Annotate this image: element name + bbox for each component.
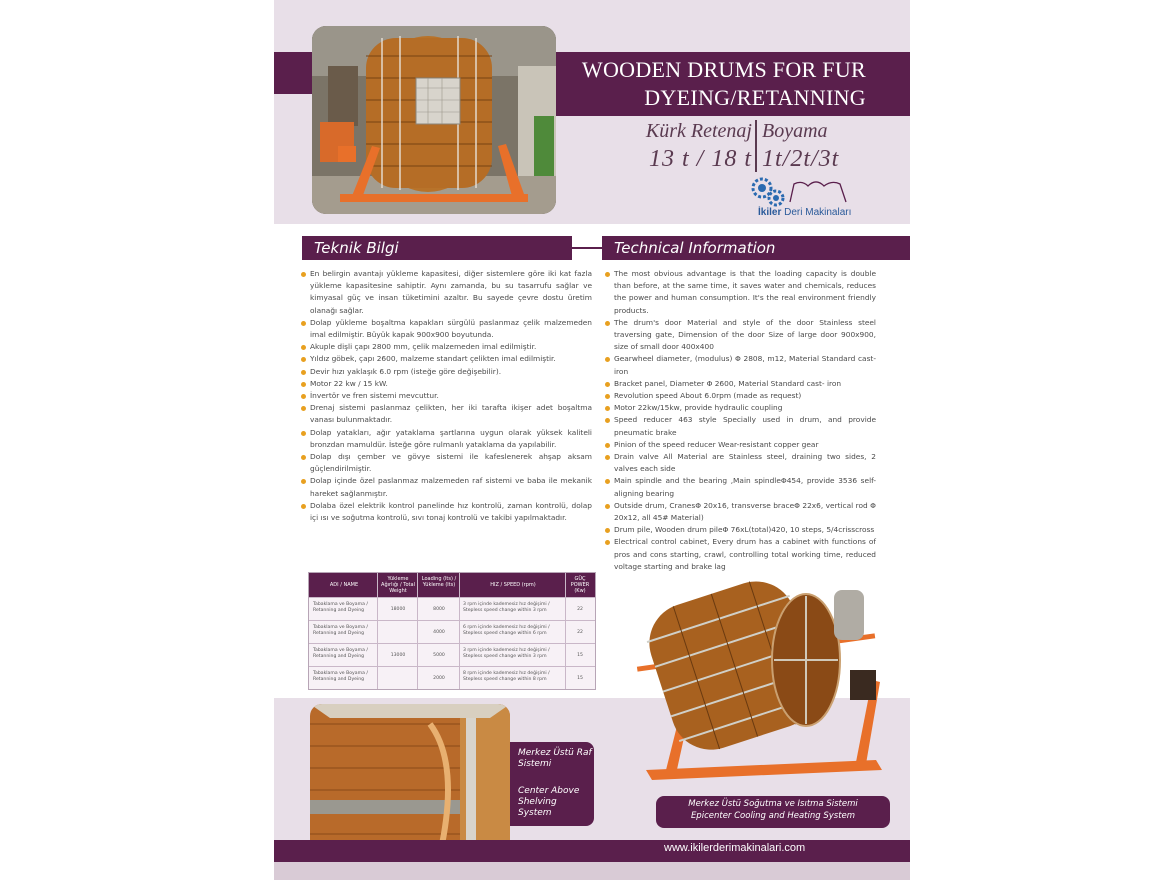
- table-row: [309, 620, 595, 643]
- english-spec-item: Electrical control cabinet, Every drum has a cabinet with functions of pros and cons starting, crawl, controlling total working time, reduced voltage starting and brake lag: [604, 536, 876, 573]
- turkish-spec-item: Devir hızı yaklaşık 6.0 rpm (isteğe göre değişebilir).: [300, 366, 592, 378]
- english-spec-item: The most obvious advantage is that the loading capacity is double than before, at the same time, it saves water and chemicals, reduces the power and human consumption. It's the real environment friendly products.: [604, 268, 876, 317]
- row-speed: 6 rpm içinde kademesiz hız değişimi / Stepless speed change within 6 rpm: [463, 625, 550, 636]
- logo-subtitle: Deri Makinaları: [784, 207, 852, 218]
- fur-retanning-capacity: [614, 118, 752, 174]
- table-row: [309, 666, 595, 689]
- turkish-section-title: Teknik Bilgi: [314, 239, 399, 257]
- row-name: Tabaklama ve Boyama / Retanning and Dyeing: [313, 671, 368, 682]
- fur-retanning-label: Kürk Retenaj: [645, 120, 752, 142]
- row-name: Tabaklama ve Boyama / Retanning and Dyeing: [313, 648, 368, 659]
- table-row: [309, 597, 595, 620]
- english-spec-item: Gearwheel diameter, (modulus) Φ 2808, m12, Material Standard cast- iron: [604, 353, 876, 377]
- english-spec-item: Bracket panel, Diameter Φ 2600, Material Standard cast- iron: [604, 378, 876, 390]
- spec-table: [308, 572, 596, 690]
- row-loading: 8000: [433, 607, 445, 612]
- table-divider: [417, 573, 418, 689]
- dyeing-label: Boyama: [762, 120, 828, 142]
- cooling-caption-tr: Merkez Üstü Soğutma ve Isıtma Sistemi: [688, 799, 858, 809]
- table-divider: [377, 573, 378, 689]
- fur-retanning-tons: 13 t / 18 t: [648, 146, 752, 172]
- title-line-1: WOODEN DRUMS FOR FUR: [581, 57, 866, 82]
- turkish-spec-item: En belirgin avantajı yükleme kapasitesi, diğer sistemlere göre iki kat fazla yükleme kapasitesine sahiptir. Aynı zamanda, bu su tasarrufu sağlar ve kimyasal güç ve insan tüketimini azaltır. Bu sayede çevre dostu üretim olanağı sağlar.: [300, 268, 592, 317]
- footer-strip: [274, 862, 910, 880]
- english-spec-item: The drum's door Material and style of the door Stainless steel traversing gate, Dimension of the door Size of large door 900x900, size of small door 400x400: [604, 317, 876, 354]
- turkish-spec-item: Dolap dışı çember ve gövye sistemi ile kafeslenerek ahşap aksam güçlendirilmiştir.: [300, 451, 592, 475]
- hero-drum-photo: [312, 26, 556, 214]
- shelving-label-en: Center Above Shelving System: [518, 786, 580, 818]
- english-spec-item: Drum pile, Wooden drum pileΦ 76xL(total)420, 10 steps, 5/4crisscross: [604, 524, 876, 536]
- title-left-tab: [274, 52, 312, 94]
- row-weight: 13000: [390, 653, 406, 658]
- logo-brand: İkiler: [758, 207, 782, 218]
- dyeing-tons: 1t/2t/3t: [762, 146, 840, 172]
- website-link[interactable]: www.ikilerderimakinalari.com: [664, 842, 806, 854]
- english-spec-item: Drain valve All Material are Stainless steel, draining two sides, 2 valves each side: [604, 451, 876, 475]
- cooling-system-drum-photo: [626, 580, 906, 790]
- subtitle-divider: [755, 120, 757, 172]
- row-loading: 2000: [433, 676, 445, 681]
- row-loading: 5000: [433, 653, 445, 658]
- english-spec-item: Pinion of the speed reducer Wear-resistant copper gear: [604, 439, 876, 451]
- turkish-spec-item: Akuple dişli çapı 2800 mm, çelik malzemeden imal edilmiştir.: [300, 341, 592, 353]
- turkish-spec-item: Dolap yatakları, ağır yataklama şartlarına uygun olarak yüksek kaliteli bronzdan mamuldür. İsteğe göre rulmanlı yataklama da yapılabilir.: [300, 427, 592, 451]
- turkish-spec-item: Motor 22 kw / 15 kW.: [300, 378, 592, 390]
- dyeing-capacity: [762, 118, 882, 174]
- title-line-2: DYEING/RETANNING: [644, 85, 866, 110]
- logo-wordmark: [758, 207, 851, 218]
- header-weight: Yükleme Ağırlığı / Total Weight: [381, 576, 415, 594]
- shelving-system-photo: [310, 704, 510, 854]
- row-weight: 18000: [390, 607, 406, 612]
- cooling-caption-en: Epicenter Cooling and Heating System: [690, 811, 856, 821]
- english-spec-item: Outside drum, CranesΦ 20x16, transverse braceΦ 22x6, vertical rod Φ 20x12, all 45# Material): [604, 500, 876, 524]
- english-section-title: Technical Information: [614, 239, 776, 257]
- row-speed: 8 rpm içinde kademesiz hız değişimi / Stepless speed change within 8 rpm: [463, 671, 550, 682]
- page-title: [556, 56, 866, 112]
- english-spec-item: Motor 22kw/15kw, provide hydraulic coupling: [604, 402, 876, 414]
- table-divider: [565, 573, 566, 689]
- header-name: ADI / NAME: [329, 582, 359, 588]
- header-speed: HIZ / SPEED (rpm): [490, 582, 536, 588]
- turkish-spec-item: Drenaj sistemi paslanmaz çelikten, her iki tarafta ikişer adet boşaltma vanası bulunmaktadır.: [300, 402, 592, 426]
- turkish-spec-item: İnvertör ve fren sistemi mevcuttur.: [300, 390, 592, 402]
- shelving-label-tr: Merkez Üstü Raf Sistemi: [518, 748, 592, 769]
- header-loading: Loading (lts) / Yükleme (lts): [421, 576, 457, 588]
- row-power: 15: [577, 653, 583, 658]
- english-spec-item: Revolution speed About 6.0rpm (made as request): [604, 390, 876, 402]
- turkish-spec-item: Dolap yükleme boşaltma kapakları sürgülü paslanmaz çelik malzemeden imal edilmiştir. Büyük kapak 900x900 boyutunda.: [300, 317, 592, 341]
- turkish-spec-item: Yıldız göbek, çapı 2600, malzeme standart çelikten imal edilmiştir.: [300, 353, 592, 365]
- row-loading: 4000: [433, 630, 445, 635]
- english-spec-item: Main spindle and the bearing ,Main spindleΦ454, provide 3536 self-aligning bearing: [604, 475, 876, 499]
- row-power: 22: [577, 607, 583, 612]
- table-divider: [459, 573, 460, 689]
- section-header-connector: [572, 247, 602, 249]
- row-name: Tabaklama ve Boyama / Retanning and Dyeing: [313, 602, 368, 613]
- english-spec-list: [604, 268, 876, 573]
- row-speed: 3 rpm içinde kademesiz hız değişimi / Stepless speed change within 3 rpm: [463, 602, 550, 613]
- row-speed: 3 rpm içinde kademesiz hız değişimi / Stepless speed change within 3 rpm: [463, 648, 550, 659]
- table-row: [309, 643, 595, 666]
- turkish-spec-item: Dolaba özel elektrik kontrol panelinde hız kontrolü, zaman kontrolü, dolap içi ısı ve soğutma kontrolü, sıvı tonaj kontrolü ve takibi yapılmaktadır.: [300, 500, 592, 524]
- english-spec-item: Speed reducer 463 style Specially used in drum, and provide pneumatic brake: [604, 414, 876, 438]
- header-power: GÜÇ POWER (Kw): [570, 576, 590, 594]
- row-power: 15: [577, 676, 583, 681]
- row-name: Tabaklama ve Boyama / Retanning and Dyeing: [313, 625, 368, 636]
- row-power: 22: [577, 630, 583, 635]
- turkish-spec-item: Dolap içinde özel paslanmaz malzemeden raf sistemi ve baba ile mekanik hareket sağlanmıştır.: [300, 475, 592, 499]
- turkish-spec-list: [300, 268, 592, 524]
- spec-table-header: [309, 573, 595, 597]
- brochure-page: [274, 0, 910, 880]
